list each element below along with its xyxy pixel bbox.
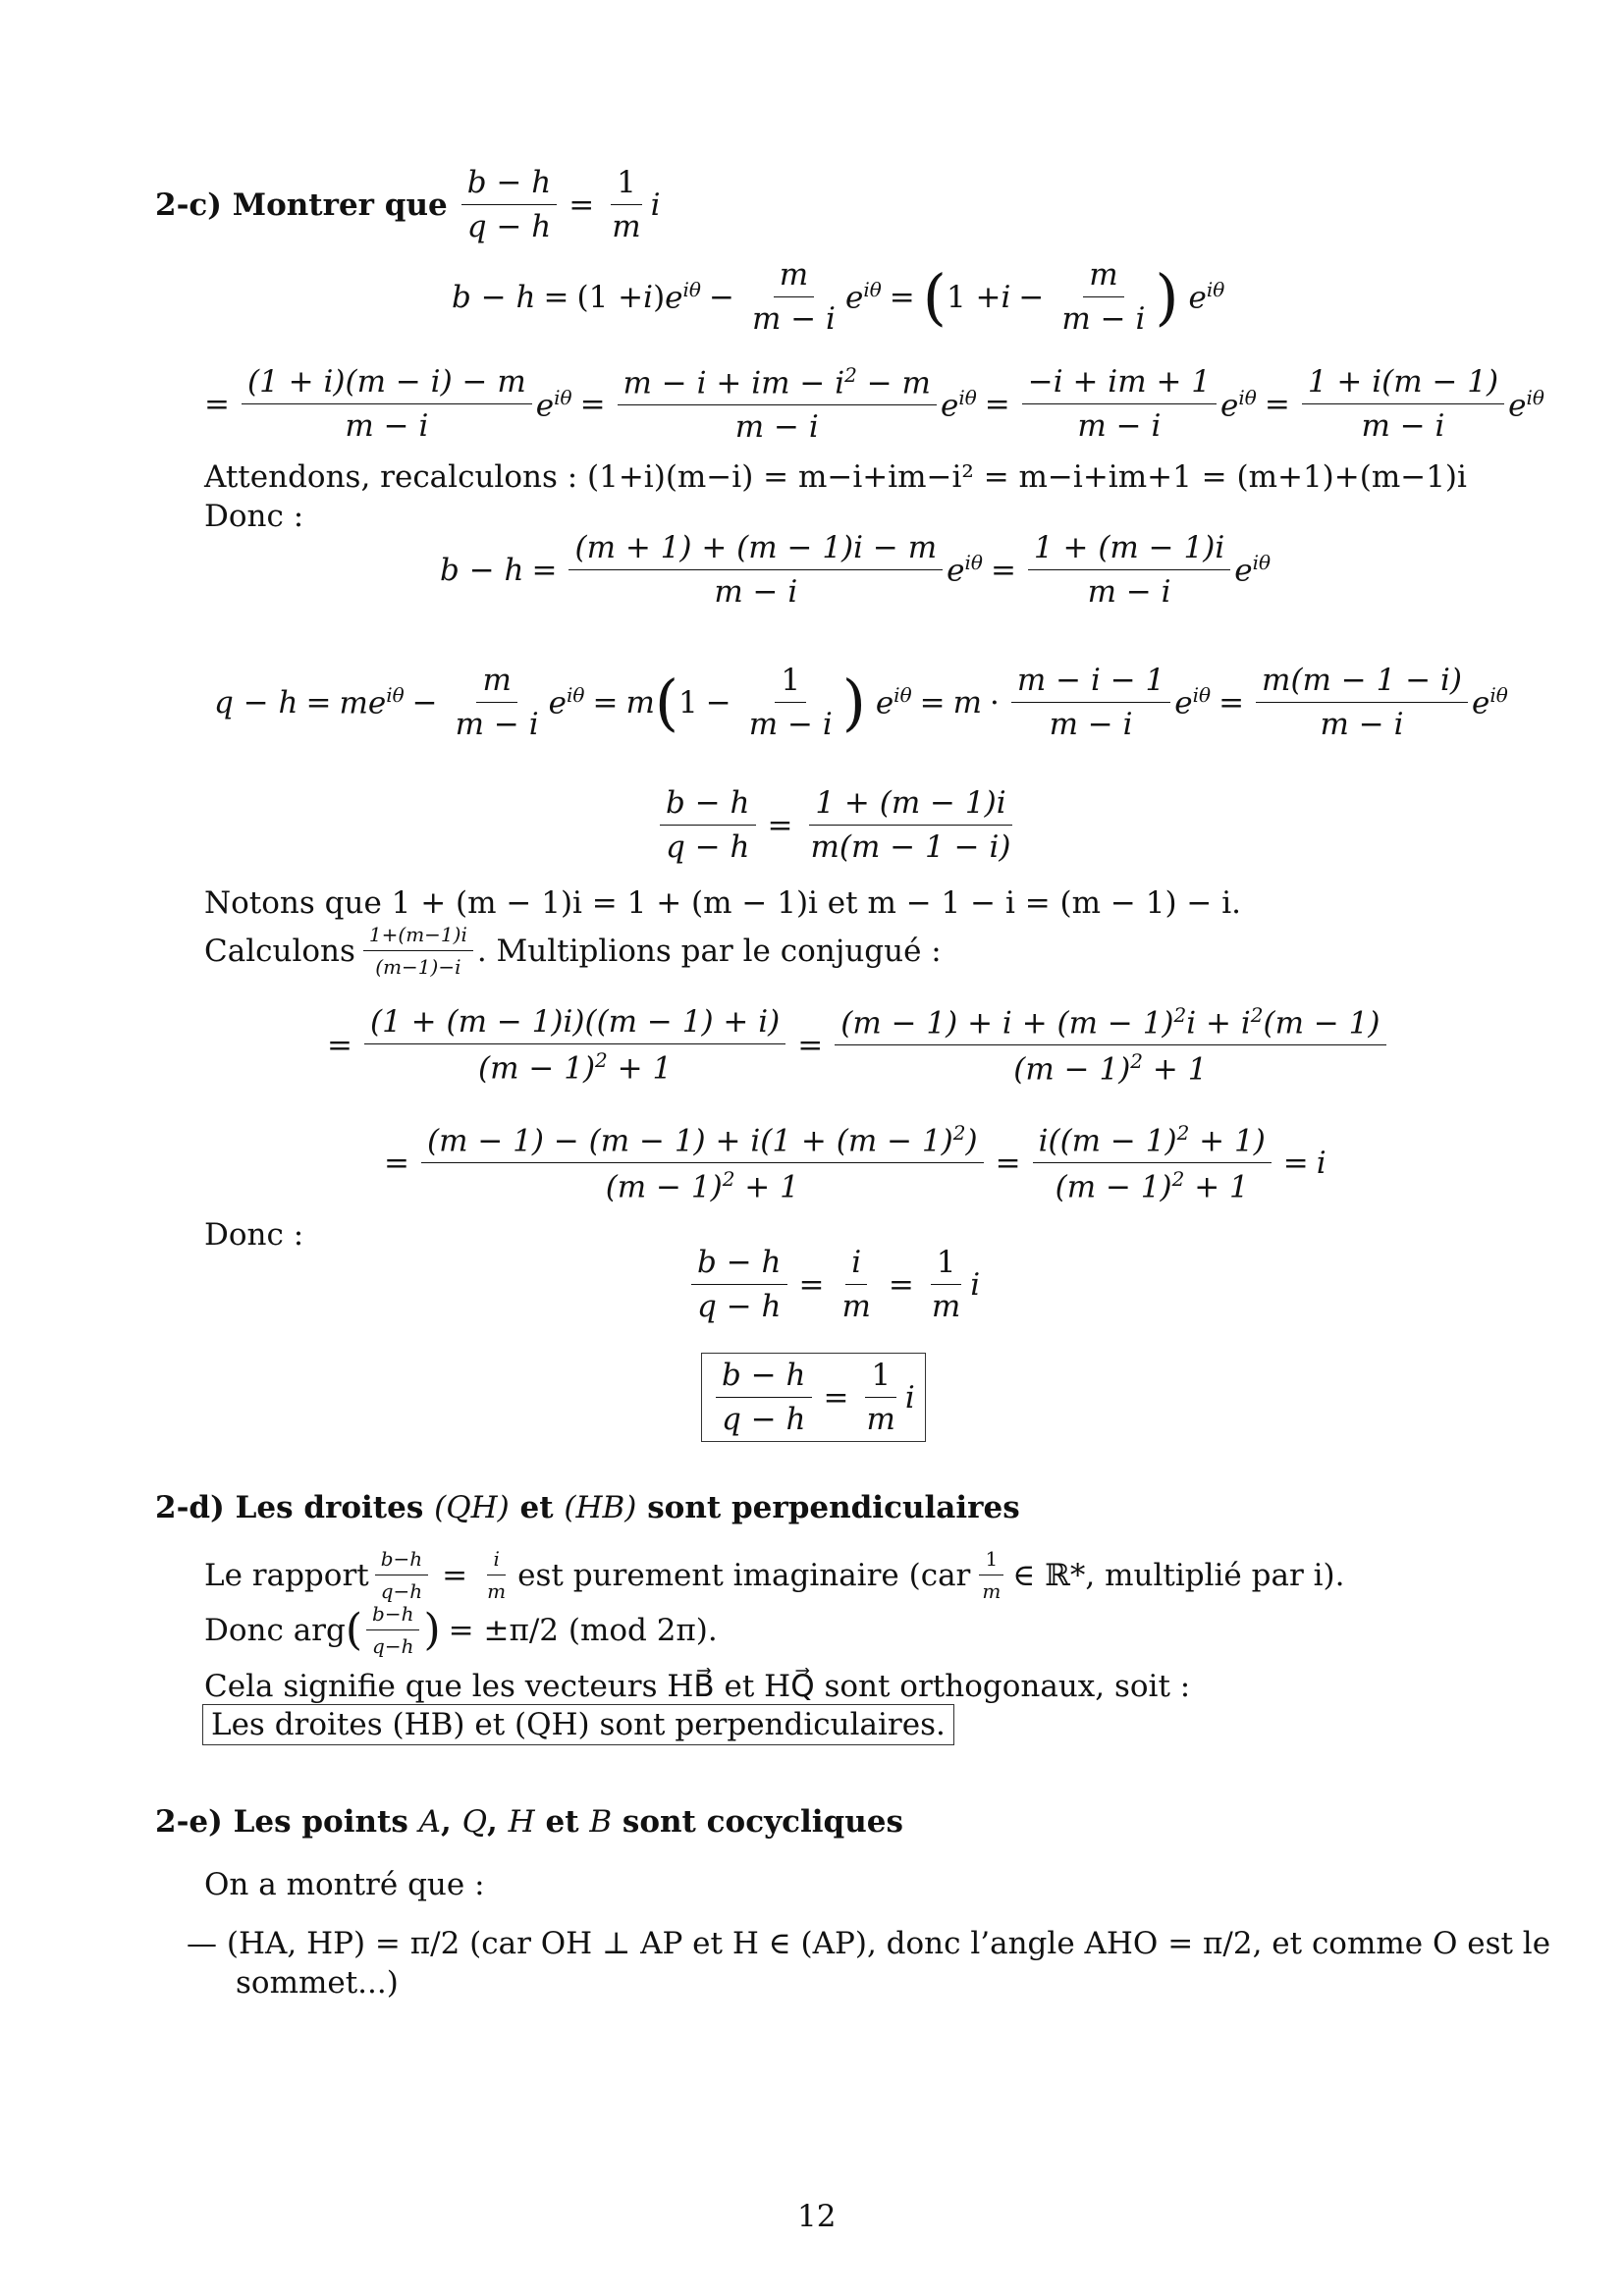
- equation-b-minus-h-1: b − h = (1 + i ) $e^{i\theta}$ − $\frac{m}{m - i}$ $e^{i\theta}$ = ( 1 + i − $\frac{m}{m - i}$ ) $e^{i\theta}$: [452, 257, 1225, 337]
- section-d-line1-post: est purement imaginaire (car: [517, 1557, 971, 1593]
- text-calculons: Calculons: [204, 933, 355, 969]
- section-d-line1-pre: Le rapport: [204, 1557, 369, 1593]
- text-notons: Notons que 1 + (m − 1)i = 1 + (m − 1)i et m − 1 − i = (m − 1) − i.: [204, 885, 1241, 921]
- section-d-line2-pre: Donc arg: [204, 1612, 346, 1648]
- boxed-conclusion-perpendicular: Les droites (HB) et (QH) sont perpendiculaires.: [202, 1704, 954, 1745]
- section-d-line-2: Donc arg ( $\frac{b-h}{q-h}$ ) = ±π/2 (mod 2π).: [204, 1602, 718, 1658]
- section-e-heading-pre: 2-e) Les points: [155, 1804, 408, 1840]
- section-c-heading-formula: $\frac{b - h}{q - h}$ = $\frac{1}{m}$ i: [458, 165, 661, 244]
- section-e-intro: On a montré que :: [204, 1867, 485, 1902]
- section-d-heading: 2-d) Les droites (QH) et (HB) sont perpendiculaires: [155, 1490, 1020, 1525]
- section-e-heading-post: sont cocycliques: [622, 1804, 903, 1840]
- text-attendons: Attendons, recalculons : (1+i)(m−i) = m−i+im−i² = m−i+im+1 = (m+1)+(m−1)i: [204, 459, 1467, 495]
- section-e-item-line-2: sommet...): [236, 1965, 399, 2001]
- equation-q-minus-h: q − h = $me^{i\theta}$ − $\frac{m}{m - i}$ $e^{i\theta}$ = m ( 1 − $\frac{1}{m - i}$ ) $e^{i\theta}$ = m · $\frac{m - i - 1}{m - i}$ $e^{i\theta}$ = $\frac{m(m - 1 - i)}{m - i}$ $e^{i\theta}$: [214, 663, 1508, 742]
- section-d-heading-pre: 2-d) Les droites: [155, 1490, 424, 1525]
- section-d-line2-post: = ±π/2 (mod 2π).: [448, 1612, 718, 1648]
- text-calculons-line: [204, 923, 942, 979]
- section-d-line-3: Cela signifie que les vecteurs HB⃗ et HQ⃗ sont orthogonaux, soit :: [204, 1669, 1191, 1704]
- page-number: 12: [797, 2199, 837, 2234]
- section-d-heading-post: sont perpendiculaires: [647, 1490, 1020, 1525]
- text-donc-2: Donc :: [204, 1217, 304, 1253]
- text-calculons-end: . Multiplions par le conjugué :: [476, 933, 942, 969]
- equation-ratio-1: $\frac{b - h}{q - h}$ = $\frac{1 + (m - 1)i}{m(m - 1 - i)}$: [656, 785, 1020, 865]
- section-c-heading: [155, 165, 661, 244]
- section-d-line-1: Le rapport $\frac{b-h}{q-h}$ = $\frac{i}{m}$ est purement imaginaire (car $\frac{1}{m}$ ∈ ℝ*, multiplié par i).: [204, 1547, 1345, 1603]
- boxed-result-ratio: $\frac{b - h}{q - h}$ = $\frac{1}{m}$ i: [701, 1353, 926, 1442]
- section-e-heading: 2-e) Les points A, Q, H et B sont cocycliques: [155, 1804, 903, 1840]
- text-donc-1: Donc :: [204, 499, 304, 534]
- section-d-line1-end: ∈ ℝ*, multiplié par i).: [1012, 1557, 1345, 1593]
- section-e-item-line-1: — (HA, HP) = π/2 (car OH ⊥ AP et H ∈ (AP), donc l’angle AHO = π/2, et comme O est le: [187, 1926, 1551, 1961]
- inline-frac-conjugate: $\frac{1+(m-1)i}{(m-1)-i}$: [363, 923, 473, 979]
- section-d-heading-mid: et: [519, 1490, 554, 1525]
- equation-b-minus-h-3: b − h = $\frac{(m + 1) + (m - 1)i - m}{m - i}$ $e^{i\theta}$ = $\frac{1 + (m - 1)i}{m - i}$ $e^{i\theta}$: [440, 530, 1272, 610]
- equation-conjugate-2: = $\frac{(m - 1) - (m - 1) + i(1 + (m - 1)^2)}{(m - 1)^2 + 1}$ = $\frac{i((m - 1)^2 + 1)}{(m - 1)^2 + 1}$ = i: [384, 1121, 1326, 1205]
- section-c-label: 2-c) Montrer que: [155, 187, 448, 223]
- equation-conjugate-1: = $\frac{(1 + (m - 1)i)((m - 1) + i)}{(m - 1)^2 + 1}$ = $\frac{(m - 1) + i + (m - 1)^2i + i^2(m - 1)}{(m - 1)^2 + 1}$: [319, 1003, 1390, 1088]
- equation-b-minus-h-2: = $\frac{(1 + i)(m - i) - m}{m - i}$ $e^{i\theta}$ = $\frac{m - i + im - i^2 - m}{m - i}$ $e^{i\theta}$ = $\frac{-i + im + 1}{m - i}$ $e^{i\theta}$ = $\frac{1 + i(m - 1)}{m - i}$ $e^{i\theta}$: [204, 363, 1544, 446]
- equation-ratio-2: $\frac{b - h}{q - h}$ = $\frac{i}{m}$ = $\frac{1}{m}$ i: [687, 1245, 980, 1324]
